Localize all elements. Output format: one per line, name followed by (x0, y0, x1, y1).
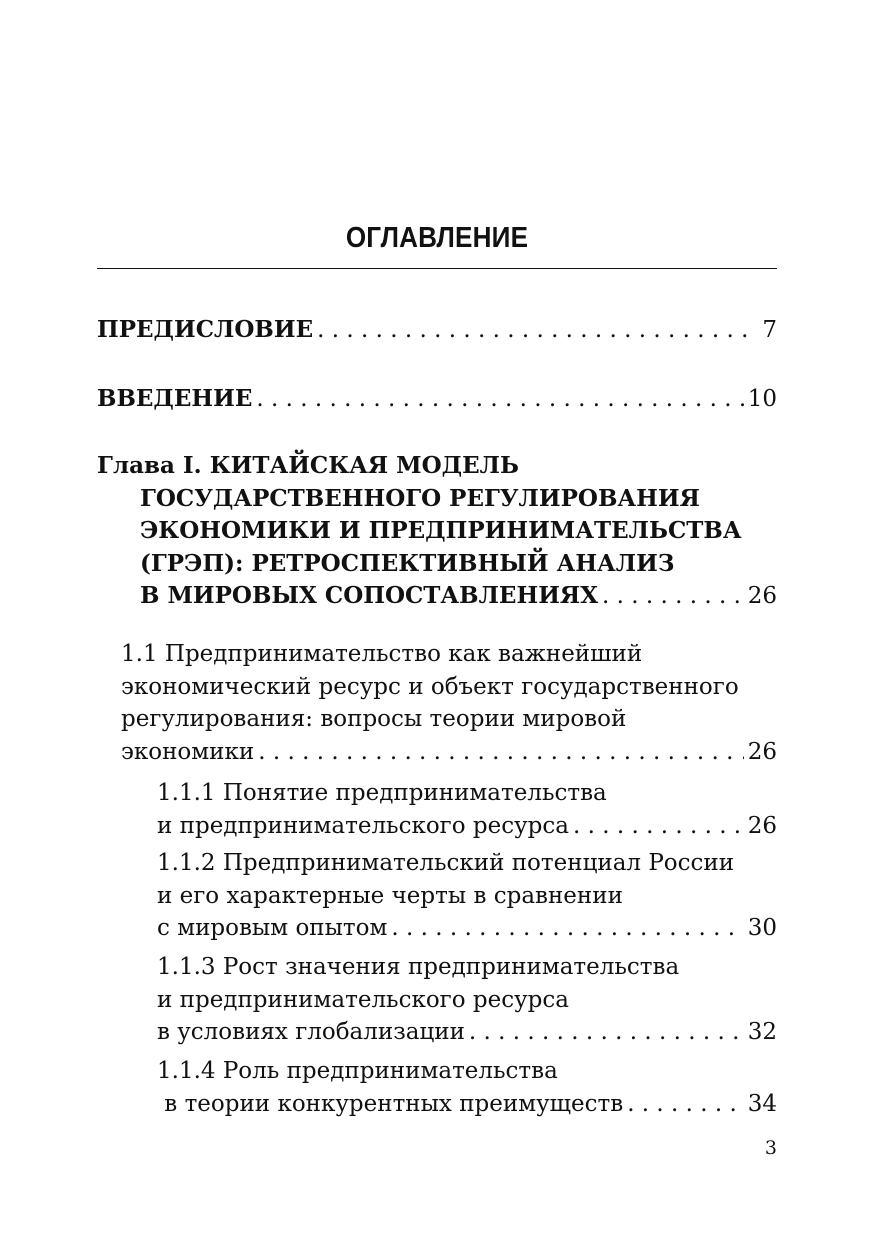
section-title-line: и предпринимательского ресурса (157, 986, 569, 1013)
section-title-line: 1.1.2 Предпринимательский потенциал России (157, 850, 735, 876)
section-title-line: экономический ресурс и объект государственного (121, 673, 739, 700)
section-title-line: и предпринимательского ресурса (157, 812, 569, 839)
toc-entry-preface[interactable] (97, 314, 777, 347)
toc-page-number: 30 (747, 915, 777, 941)
leader-dots (469, 1016, 744, 1049)
chapter-title-line: ЭКОНОМИКИ И ПРЕДПРИНИМАТЕЛЬСТВА (140, 517, 742, 544)
chapter-title-line: КИТАЙСКАЯ МОДЕЛЬ (209, 452, 519, 479)
section-title-line: 1.1 Предпринимательство как важнейший (121, 641, 643, 667)
section-title-line: в теории конкурентных преимуществ (157, 1090, 624, 1117)
leader-dots (256, 383, 743, 416)
section-title-line: в условиях глобализации (157, 1019, 465, 1045)
leader-dots (573, 810, 744, 843)
toc-entry-section-1-1-2[interactable] (157, 847, 777, 945)
leader-dots (602, 580, 744, 613)
toc-page-number: 26 (747, 738, 777, 765)
chapter-label: Глава I. (97, 452, 202, 479)
leader-dots (627, 1088, 744, 1121)
toc-page-number: 10 (747, 386, 777, 412)
section-title-line: с мировым опытом (157, 915, 388, 941)
toc-entry-section-1-1-4[interactable] (157, 1055, 777, 1120)
section-title-line: регулирования: вопросы теории мировой (121, 706, 627, 732)
section-title-line: 1.1.4 Роль предпринимательства (157, 1058, 558, 1084)
leader-dots (391, 912, 743, 945)
toc-entry-title: ВВЕДЕНИЕ (97, 385, 253, 412)
toc-entry-section-1-1[interactable] (121, 638, 777, 768)
toc-page-number: 26 (747, 812, 777, 839)
toc-entry-chapter-1[interactable] (97, 450, 777, 613)
toc-entry-title: ПРЕДИСЛОВИЕ (97, 316, 314, 343)
chapter-first-line (97, 450, 777, 483)
leader-dots (258, 736, 744, 769)
toc-entry-section-1-1-1[interactable] (157, 777, 777, 842)
toc-page-number: 26 (747, 583, 777, 609)
chapter-title-line: (ГРЭП): РЕТРОСПЕКТИВНЫЙ АНАЛИЗ (140, 549, 675, 577)
toc-entry-section-1-1-3[interactable] (157, 951, 777, 1049)
section-title-line: 1.1.3 Рост значения предпринимательства (157, 954, 680, 980)
chapter-title-line: ГОСУДАРСТВЕННОГО РЕГУЛИРОВАНИЯ (140, 484, 700, 512)
section-title-line: 1.1.1 Понятие предпринимательства (157, 780, 607, 806)
section-title-line: экономики (121, 738, 255, 765)
toc-entry-introduction[interactable] (97, 383, 777, 416)
toc-page-number: 32 (747, 1019, 777, 1045)
section-title-line: и его характерные черты в сравнении (157, 882, 623, 909)
toc-page-number: 7 (762, 317, 777, 343)
leader-dots (317, 314, 758, 347)
toc-page-number: 34 (747, 1090, 777, 1117)
page-number: 3 (764, 1137, 777, 1159)
page-title: ОГЛАВЛЕНИЕ (345, 222, 529, 254)
chapter-title-line: В МИРОВЫХ СОПОСТАВЛЕНИЯХ (140, 582, 599, 609)
